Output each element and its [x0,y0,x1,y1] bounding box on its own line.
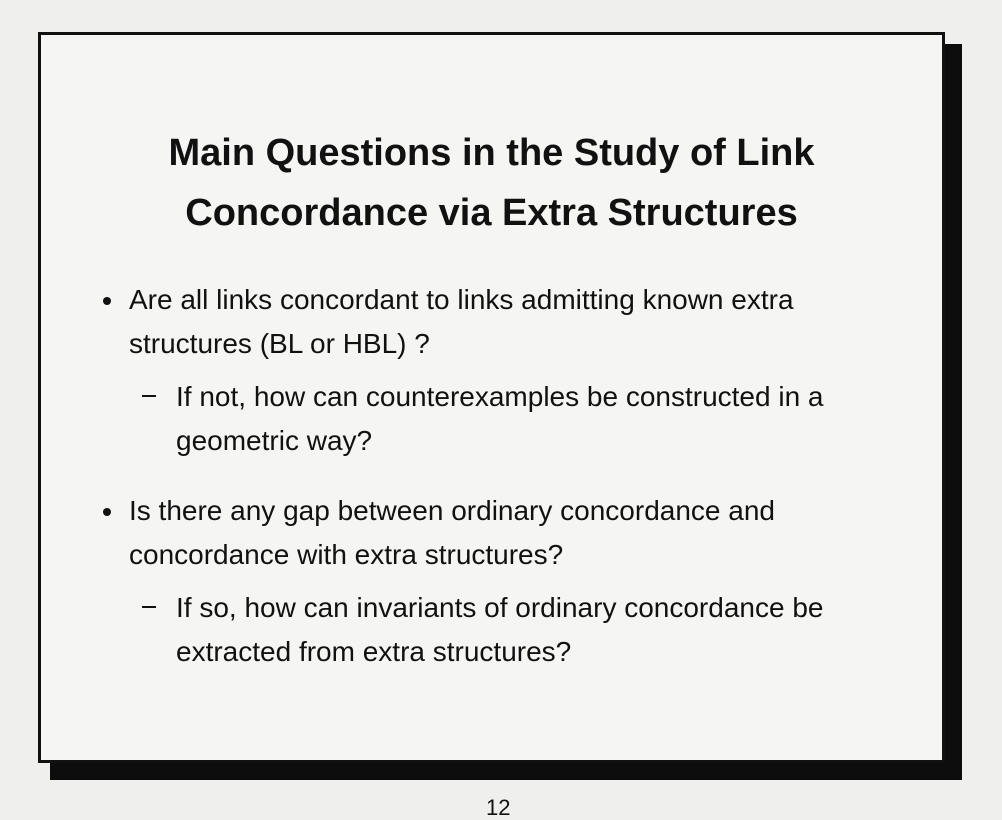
sub-item-1-line-1: If not, how can counterexamples be constructed in a [176,381,824,412]
sub-item-2 [176,586,823,674]
bullet-item-2 [129,489,775,577]
sub-item-1 [176,375,824,463]
bullet-item-2-line-1: Is there any gap between ordinary concordance and [129,495,775,526]
dash-marker [142,395,156,397]
bullet-dot [103,297,111,305]
dash-marker [142,606,156,608]
page-number: 12 [486,795,511,820]
slide-title [41,123,942,243]
slide-title-line-1: Main Questions in the Study of Link [168,132,815,174]
bullet-item-1-line-1: Are all links concordant to links admitting known extra [129,284,794,315]
bullet-dot [103,508,111,516]
sub-item-2-line-1: If so, how can invariants of ordinary concordance be [176,592,824,623]
bullet-item-1 [129,278,794,366]
sub-item-1-line-2: geometric way? [176,425,373,456]
bullet-item-1-line-2: structures (BL or HBL) ? [129,328,430,359]
bullet-item-2-line-2: concordance with extra structures? [129,539,564,570]
slide-title-line-2: Concordance via Extra Structures [185,192,798,234]
slide [38,32,945,763]
sub-item-2-line-2: extracted from extra structures? [176,636,572,667]
